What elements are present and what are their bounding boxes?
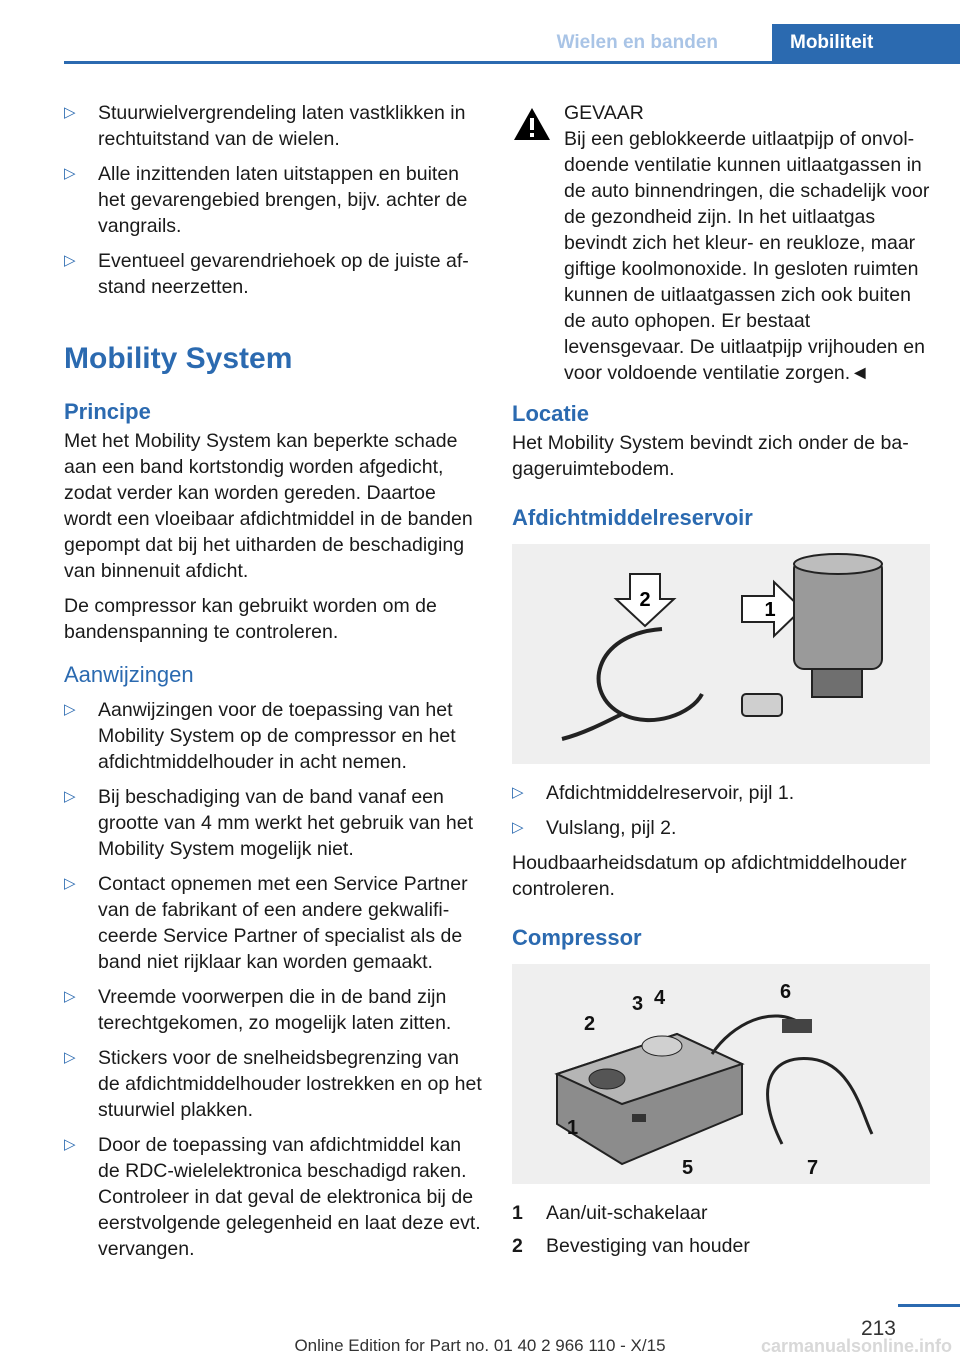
holder-mount-drawing — [589, 1069, 625, 1089]
triangle-bullet-icon: ▷ — [512, 784, 524, 801]
gauge-drawing — [642, 1036, 682, 1056]
list-item: ▷ Contact opnemen met een Service Partner van de fabrikant of een andere gekwalificeerde Service Partner of specialist als de band niet rijklaar kan worden gemaakt. — [64, 873, 468, 973]
triangle-bullet-icon: ▷ — [64, 1049, 76, 1066]
figure-label: 2 — [639, 589, 651, 611]
compressor-heading: Compressor — [512, 925, 642, 950]
locatie-text: Het Mobility System bevindt zich onder de bagageruimtebodem. — [512, 432, 909, 480]
header-rule — [64, 61, 960, 64]
principe-heading: Principe — [64, 399, 151, 424]
page-number: 213 — [860, 1317, 896, 1340]
right-column — [512, 100, 930, 1266]
triangle-bullet-icon: ▷ — [64, 1136, 76, 1153]
tab-mobiliteit[interactable]: Mobiliteit — [772, 24, 960, 61]
warning-text: Bij een geblokkeerde uitlaatpijp of onvoldoende ventilatie kunnen uitlaatgassen in de auto binnendringen, die schadelijk voor de gezondheid zijn. In het uitlaatgas bevindt zich het kleur- en reukloze, maar giftige koolmonoxide. In gesloten ruimten kunnen de uitlaatgassen zich ook buiten de auto ophopen. Er bestaat levensgevaar. De uitlaatpijp vrijhouden en voor voldoende ventilatie zorgen.◄ — [564, 128, 930, 384]
list-item: ▷ Vreemde voorwerpen die in de band zijn terechtgekomen, zo mogelijk laten zitten. — [64, 986, 452, 1034]
locatie-heading: Locatie — [512, 401, 590, 426]
compressor-parts-list — [512, 1200, 930, 1259]
reservoir-cap-drawing — [794, 554, 882, 574]
figure-label: 7 — [807, 1157, 819, 1179]
section-title: Mobility System — [64, 342, 293, 375]
figure-label: 3 — [632, 993, 644, 1015]
aanwijzingen-heading: Aanwijzingen — [64, 662, 194, 687]
footer-rule — [898, 1304, 960, 1307]
figure-label: 4 — [654, 987, 666, 1009]
watermark: carmanualsonline.info — [760, 1336, 952, 1356]
figure-label: 2 — [584, 1013, 596, 1035]
principe-paragraph-1: Met het Mobility System kan beperkte schade aan een band kortstondig worden afgedicht, zodat verder kan worden gereden. Daartoe wordt een vloeibaar afdichtmiddel in de banden gepompt dat bij het uitharden de beschadiging van binnenuit afdicht. — [64, 430, 473, 582]
aanwijzingen-list — [64, 697, 484, 1262]
switch-drawing — [632, 1114, 646, 1122]
list-item: ▷ Afdichtmiddelreservoir, pijl 1. — [512, 782, 795, 804]
triangle-bullet-icon: ▷ — [64, 701, 76, 718]
sealant-reservoir-illustration — [512, 544, 930, 764]
list-item: ▷ Door de toepassing van afdichtmiddel kan de RDC-wielelektronica beschadigd raken. Controleer in dat geval de elektronica bij de eerstvolgende gelegenheid en laat deze evt. vervangen. — [64, 1134, 481, 1260]
triangle-bullet-icon: ▷ — [512, 819, 524, 836]
list-item: ▷ Vulslang, pijl 2. — [512, 817, 677, 839]
triangle-bullet-icon: ▷ — [64, 104, 76, 121]
reservoir-list — [512, 780, 930, 841]
compressor-figure — [512, 964, 930, 1184]
list-item: ▷ Stuurwielvergrendeling laten vastklikken in rechtuitstand van de wielen. — [64, 102, 466, 150]
triangle-bullet-icon: ▷ — [64, 252, 76, 269]
figure-label: 5 — [682, 1157, 694, 1179]
plug-drawing — [782, 1019, 812, 1033]
figure-label: 6 — [780, 981, 792, 1003]
triangle-bullet-icon: ▷ — [64, 165, 76, 182]
hose-drawing — [599, 629, 702, 720]
warning-block — [512, 100, 930, 386]
top-bullet-list — [64, 100, 484, 300]
reservoir-valve-drawing — [812, 669, 862, 697]
list-item: 1 Aan/uit-schakelaar — [512, 1202, 708, 1224]
list-item: ▷ Alle inzittenden laten uitstappen en buiten het gevarengebied brengen, bijv. achter de vangrails. — [64, 163, 468, 237]
list-item: ▷ Stickers voor de snelheidsbegrenzing van de afdichtmiddelhouder lostrekken en op het stuurwiel plakken. — [64, 1047, 482, 1121]
reservoir-figure — [512, 544, 930, 764]
list-item: 2 Bevestiging van houder — [512, 1235, 750, 1257]
houdbaarheid-text: Houdbaarheidsdatum op afdichtmiddelhouder controleren. — [512, 852, 907, 900]
left-column — [64, 100, 484, 1271]
compressor-illustration — [512, 964, 930, 1184]
reservoir-bottle-drawing — [794, 559, 882, 669]
list-item: ▷ Aanwijzingen voor de toepassing van het Mobility System op de compressor en het afdichtmiddelhouder in acht nemen. — [64, 699, 456, 773]
warning-label: GEVAAR — [564, 102, 644, 124]
warning-triangle-icon — [512, 106, 552, 142]
hose-drawing — [768, 1058, 872, 1144]
list-item: ▷ Bij beschadiging van de band vanaf een grootte van 4 mm werkt het gebruik van het Mobility System mogelijk niet. — [64, 786, 474, 860]
principe-paragraph-2: De compressor kan gebruikt worden om de bandenspanning te controleren. — [64, 595, 437, 643]
edition-footer: Online Edition for Part no. 01 40 2 966 110 - X/15 — [294, 1336, 666, 1355]
tab-wielen-en-banden[interactable]: Wielen en banden — [539, 24, 736, 61]
figure-label: 1 — [764, 599, 776, 621]
reservoir-heading: Afdichtmiddelreservoir — [512, 505, 753, 530]
list-item: ▷ Eventueel gevarendriehoek op de juiste afstand neerzetten. — [64, 250, 469, 298]
triangle-bullet-icon: ▷ — [64, 988, 76, 1005]
triangle-bullet-icon: ▷ — [64, 788, 76, 805]
hose-connector-drawing — [742, 694, 782, 716]
triangle-bullet-icon: ▷ — [64, 875, 76, 892]
hose-end-drawing — [562, 714, 622, 739]
figure-label: 1 — [567, 1117, 579, 1139]
